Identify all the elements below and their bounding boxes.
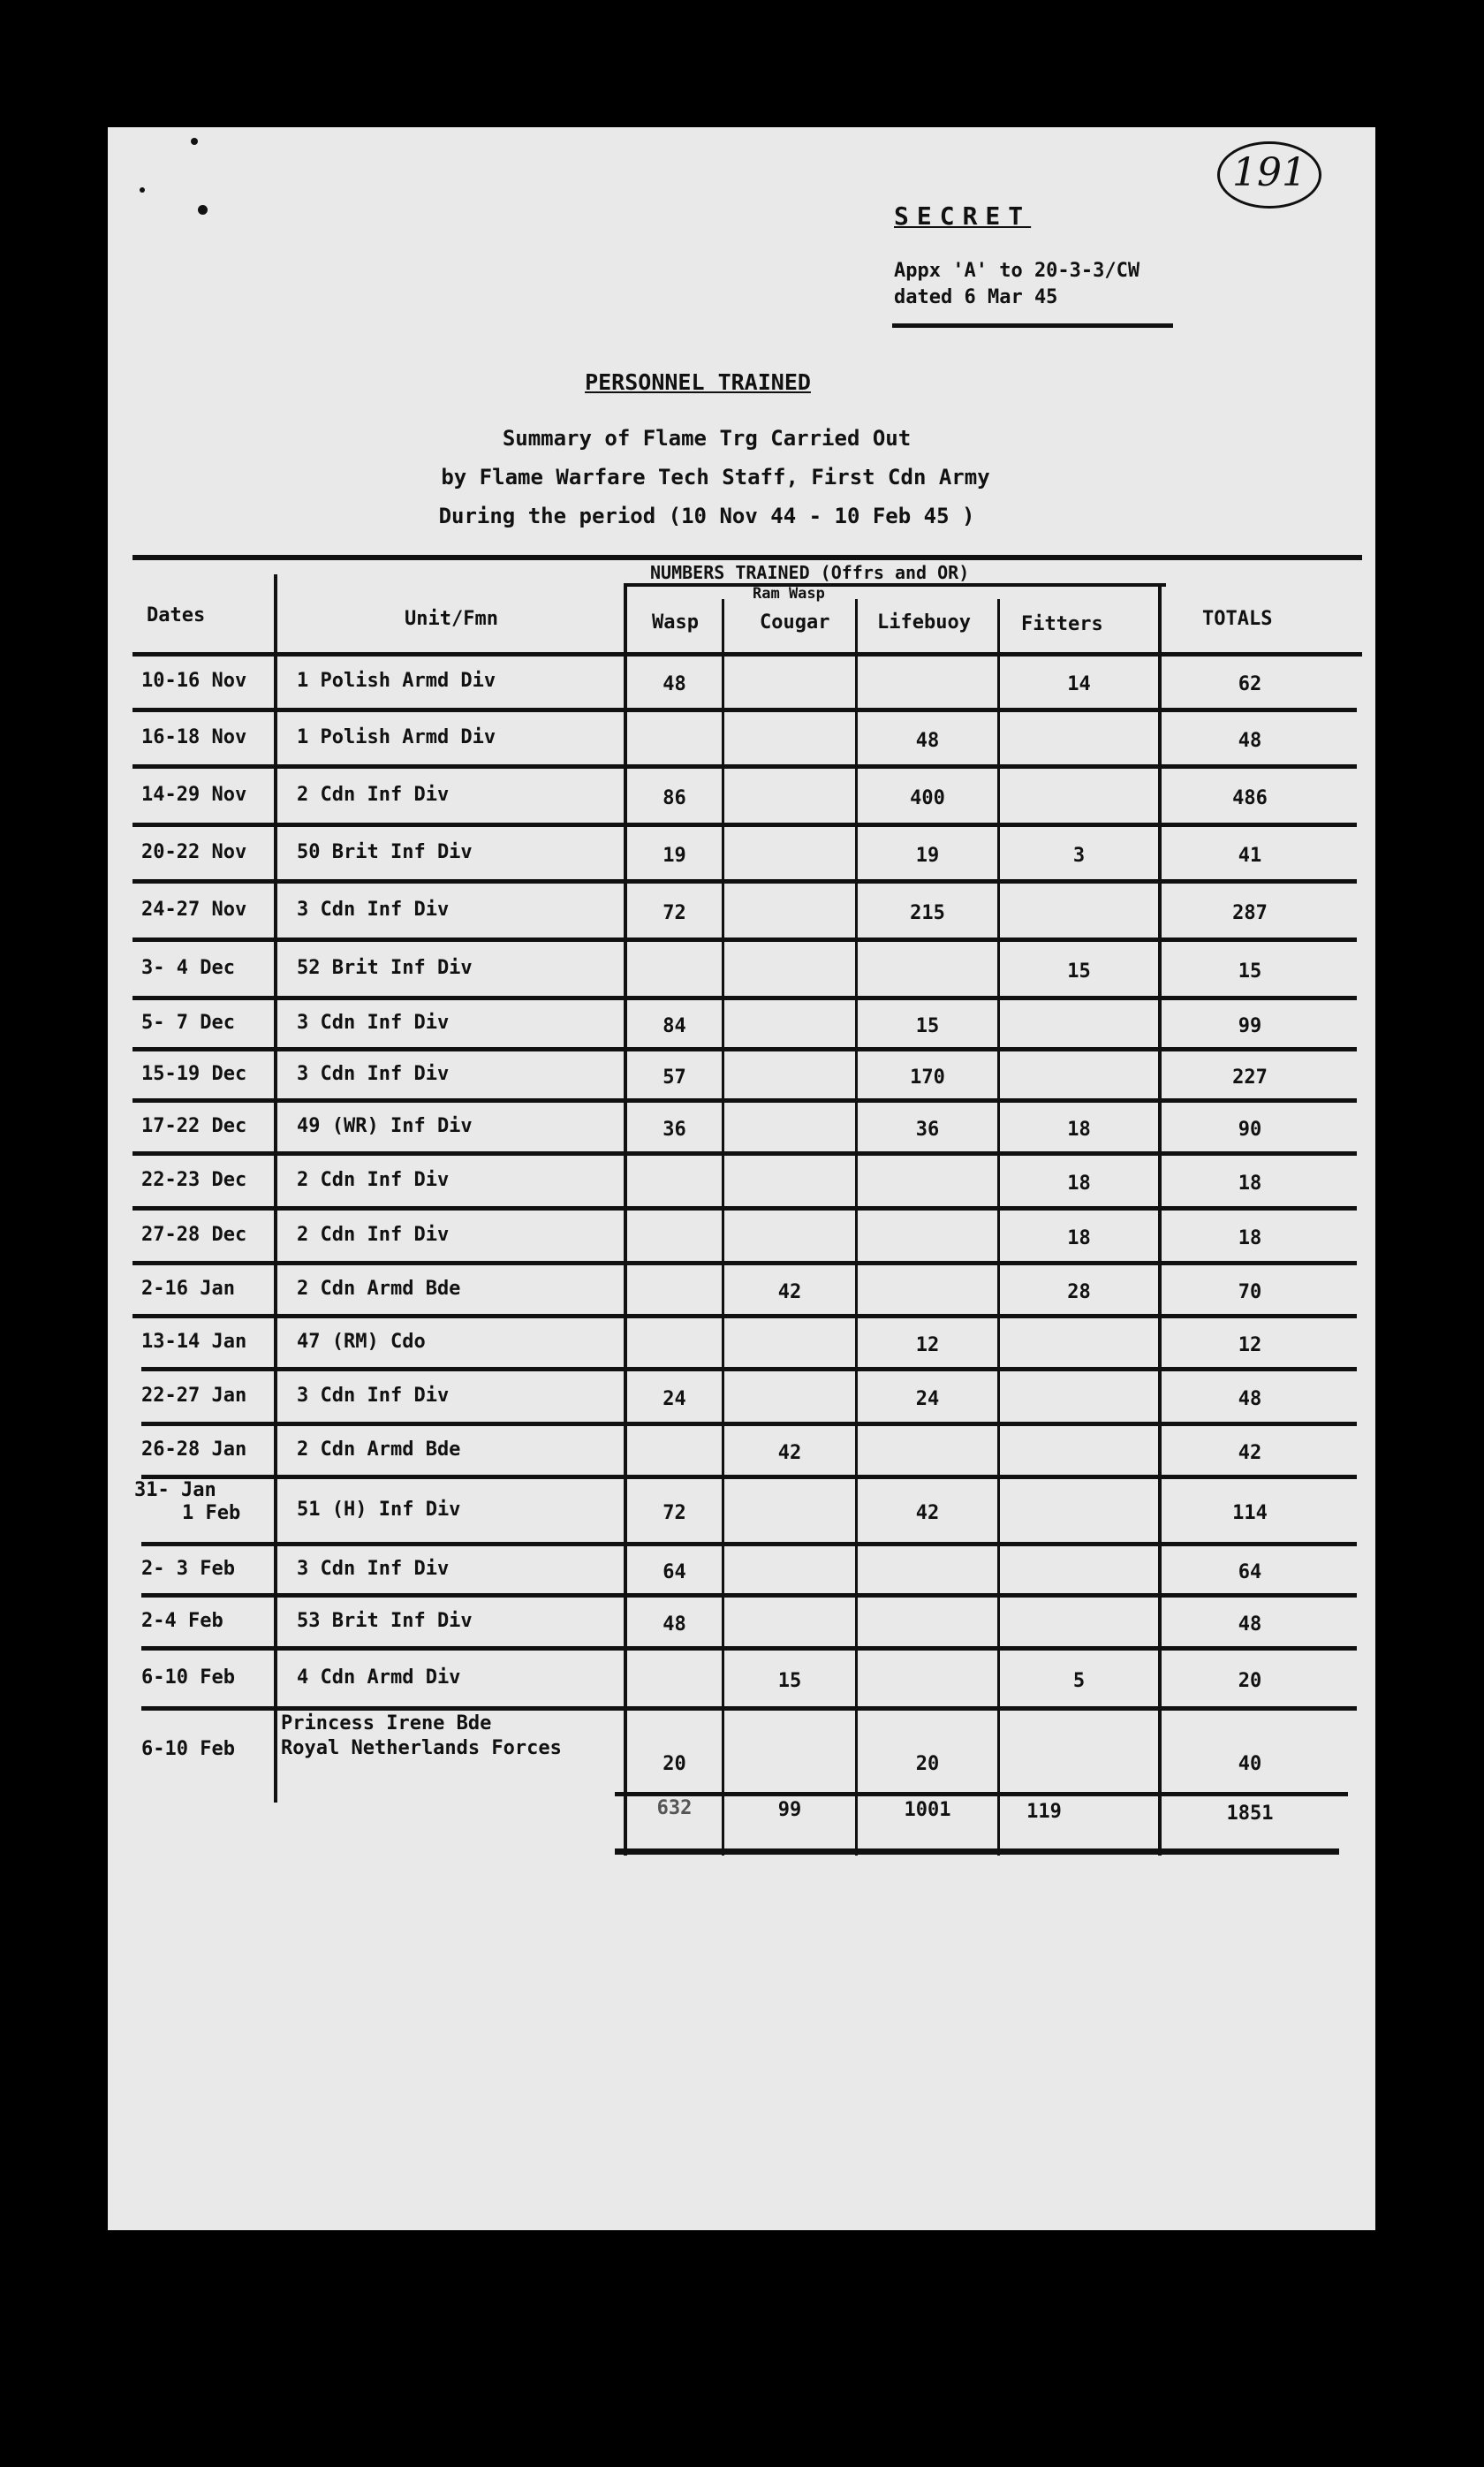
row-total: 48 (1238, 730, 1262, 752)
header-cougar: Cougar (760, 611, 830, 634)
row-lifebuoy: 36 (915, 1119, 940, 1141)
row-unit: 51 (H) Inf Div (297, 1499, 461, 1521)
row-unit: 3 Cdn Inf Div (297, 1063, 450, 1085)
row-rule (132, 937, 1357, 942)
row-dates: 2- 3 Feb (141, 1558, 235, 1580)
row-dates: 6-10 Feb (141, 1738, 235, 1760)
grand-total: 1851 (1226, 1803, 1274, 1825)
row-cougar: 42 (777, 1281, 802, 1303)
row-dates: 17-22 Dec (141, 1115, 247, 1137)
row-wasp: 72 (662, 902, 686, 924)
row-fitters: 18 (1067, 1119, 1091, 1141)
total-wasp: 632 (656, 1797, 693, 1819)
row-wasp: 64 (662, 1561, 686, 1583)
row-unit: 1 Polish Armd Div (297, 670, 496, 692)
row-rule (141, 1422, 1357, 1426)
row-unit: 53 Brit Inf Div (297, 1610, 473, 1632)
row-unit: 2 Cdn Inf Div (297, 1169, 450, 1191)
row-dates: 15-19 Dec (141, 1063, 247, 1085)
row-dates: 26-28 Jan (141, 1438, 247, 1461)
row-dates: 20-22 Nov (141, 841, 247, 863)
row-wasp: 24 (662, 1388, 686, 1410)
row-unit: 1 Polish Armd Div (297, 726, 496, 748)
subtitle-line-3: During the period (10 Nov 44 - 10 Feb 45 ) (438, 504, 975, 528)
total-fitters: 119 (1026, 1801, 1062, 1823)
row-total: 42 (1238, 1442, 1262, 1464)
row-lifebuoy: 215 (910, 902, 945, 924)
row-total: 114 (1232, 1502, 1268, 1524)
row-lifebuoy: 12 (915, 1334, 940, 1356)
subtitle-line-2: by Flame Warfare Tech Staff, First Cdn Army (441, 465, 990, 490)
row-lifebuoy: 400 (910, 787, 945, 809)
row-total: 90 (1238, 1119, 1262, 1141)
row-dates: 31- Jan (134, 1479, 216, 1501)
row-fitters: 3 (1072, 845, 1086, 867)
header-unit: Unit/Fmn (405, 608, 498, 630)
row-rule (141, 1706, 1357, 1711)
row-total: 15 (1238, 960, 1262, 983)
appendix-line-1: Appx 'A' to 20-3-3/CW (894, 260, 1140, 282)
row-rule (141, 1593, 1357, 1598)
header-wasp: Wasp (652, 611, 699, 634)
row-fitters: 5 (1072, 1670, 1086, 1692)
row-unit: 49 (WR) Inf Div (297, 1115, 473, 1137)
row-unit: 2 Cdn Inf Div (297, 1224, 450, 1246)
row-rule (132, 1314, 1357, 1318)
header-rule (132, 652, 1362, 657)
row-rule (132, 764, 1357, 769)
table-bottom-rule (615, 1848, 1339, 1855)
row-unit: 52 Brit Inf Div (297, 957, 473, 979)
row-total: 62 (1238, 673, 1262, 695)
reference-underline (892, 323, 1173, 328)
row-unit: 3 Cdn Inf Div (297, 1012, 450, 1034)
row-cougar: 15 (777, 1670, 802, 1692)
row-fitters: 28 (1067, 1281, 1091, 1303)
totals-rule (615, 1792, 1348, 1796)
row-lifebuoy: 48 (915, 730, 940, 752)
total-lifebuoy: 1001 (904, 1799, 951, 1821)
row-dates: 2-16 Jan (141, 1278, 235, 1300)
row-rule (132, 823, 1357, 827)
row-wasp: 20 (662, 1753, 686, 1775)
row-lifebuoy: 15 (915, 1015, 940, 1037)
row-lifebuoy: 42 (915, 1502, 940, 1524)
row-rule (141, 1367, 1357, 1371)
row-total: 20 (1238, 1670, 1262, 1692)
folio-number: 191 (1217, 141, 1321, 209)
row-wasp: 36 (662, 1119, 686, 1141)
document-title: PERSONNEL TRAINED (585, 369, 811, 395)
row-dates: 10-16 Nov (141, 670, 247, 692)
column-rule (855, 599, 858, 1856)
row-total: 18 (1238, 1173, 1262, 1195)
row-total: 48 (1238, 1388, 1262, 1410)
row-lifebuoy: 24 (915, 1388, 940, 1410)
column-rule (1158, 583, 1162, 1856)
row-total: 18 (1238, 1227, 1262, 1249)
row-unit: 50 Brit Inf Div (297, 841, 473, 863)
row-total: 64 (1238, 1561, 1262, 1583)
row-total: 227 (1232, 1067, 1268, 1089)
row-unit: 2 Cdn Armd Bde (297, 1278, 461, 1300)
row-wasp: 48 (662, 673, 686, 695)
row-dates: 22-27 Jan (141, 1385, 247, 1407)
row-lifebuoy: 20 (915, 1753, 940, 1775)
row-rule (132, 996, 1357, 1000)
row-wasp: 84 (662, 1015, 686, 1037)
row-rule (132, 879, 1357, 884)
group-header: NUMBERS TRAINED (Offrs and OR) (650, 562, 970, 583)
header-totals: TOTALS (1202, 608, 1273, 630)
table-top-rule (132, 555, 1362, 560)
row-lifebuoy: 170 (910, 1067, 945, 1089)
row-fitters: 15 (1067, 960, 1091, 983)
row-rule (132, 1206, 1357, 1211)
row-dates: 13-14 Jan (141, 1331, 247, 1353)
group-header-rule (627, 583, 1166, 587)
row-wasp: 48 (662, 1613, 686, 1636)
row-cougar: 42 (777, 1442, 802, 1464)
total-cougar: 99 (777, 1799, 802, 1821)
row-unit: 3 Cdn Inf Div (297, 899, 450, 921)
row-dates: 14-29 Nov (141, 784, 247, 806)
row-rule (141, 1646, 1357, 1651)
row-fitters: 18 (1067, 1227, 1091, 1249)
row-rule (132, 1261, 1357, 1265)
row-rule (132, 1151, 1357, 1156)
appendix-reference (894, 258, 1140, 311)
row-rule (132, 708, 1357, 712)
row-dates: 2-4 Feb (141, 1610, 223, 1632)
row-rule (141, 1475, 1357, 1479)
column-rule (722, 599, 724, 1856)
row-unit: 4 Cdn Armd Div (297, 1666, 461, 1689)
row-rule (141, 1542, 1357, 1546)
group-subheader: Ram Wasp (753, 585, 825, 603)
row-rule (132, 1047, 1357, 1051)
row-unit: Princess Irene Bde (281, 1712, 492, 1734)
appendix-line-2: dated 6 Mar 45 (894, 286, 1058, 308)
row-dates: 16-18 Nov (141, 726, 247, 748)
column-rule (997, 599, 1000, 1856)
row-wasp: 19 (662, 845, 686, 867)
row-unit: 2 Cdn Armd Bde (297, 1438, 461, 1461)
row-unit: 3 Cdn Inf Div (297, 1385, 450, 1407)
row-dates: 6-10 Feb (141, 1666, 235, 1689)
row-unit: 3 Cdn Inf Div (297, 1558, 450, 1580)
row-wasp: 86 (662, 787, 686, 809)
row-dates: 5- 7 Dec (141, 1012, 235, 1034)
subtitle-line-1: Summary of Flame Trg Carried Out (502, 426, 912, 451)
row-total: 70 (1238, 1281, 1262, 1303)
row-dates-cont: 1 Feb (182, 1502, 241, 1524)
column-rule (274, 574, 277, 1803)
punch-mark (140, 187, 145, 193)
header-fitters: Fitters (1021, 613, 1103, 635)
row-total: 48 (1238, 1613, 1262, 1636)
row-wasp: 72 (662, 1502, 686, 1524)
row-unit: 2 Cdn Inf Div (297, 784, 450, 806)
security-classification: SECRET (894, 201, 1032, 231)
header-dates: Dates (147, 604, 206, 626)
punch-mark (191, 138, 198, 145)
ink-spot (198, 205, 208, 215)
row-dates: 24-27 Nov (141, 899, 247, 921)
row-fitters: 18 (1067, 1173, 1091, 1195)
row-dates: 27-28 Dec (141, 1224, 247, 1246)
row-total: 99 (1238, 1015, 1262, 1037)
row-wasp: 57 (662, 1067, 686, 1089)
row-total: 287 (1232, 902, 1268, 924)
row-total: 486 (1232, 787, 1268, 809)
header-lifebuoy: Lifebuoy (877, 611, 971, 634)
column-rule (624, 583, 627, 1856)
row-total: 40 (1238, 1753, 1262, 1775)
row-total: 12 (1238, 1334, 1262, 1356)
row-total: 41 (1238, 845, 1262, 867)
row-rule (132, 1098, 1357, 1103)
row-dates: 3- 4 Dec (141, 957, 235, 979)
row-dates: 22-23 Dec (141, 1169, 247, 1191)
row-fitters: 14 (1067, 673, 1091, 695)
row-unit: 47 (RM) Cdo (297, 1331, 426, 1353)
row-unit-cont: Royal Netherlands Forces (281, 1737, 562, 1759)
row-lifebuoy: 19 (915, 845, 940, 867)
